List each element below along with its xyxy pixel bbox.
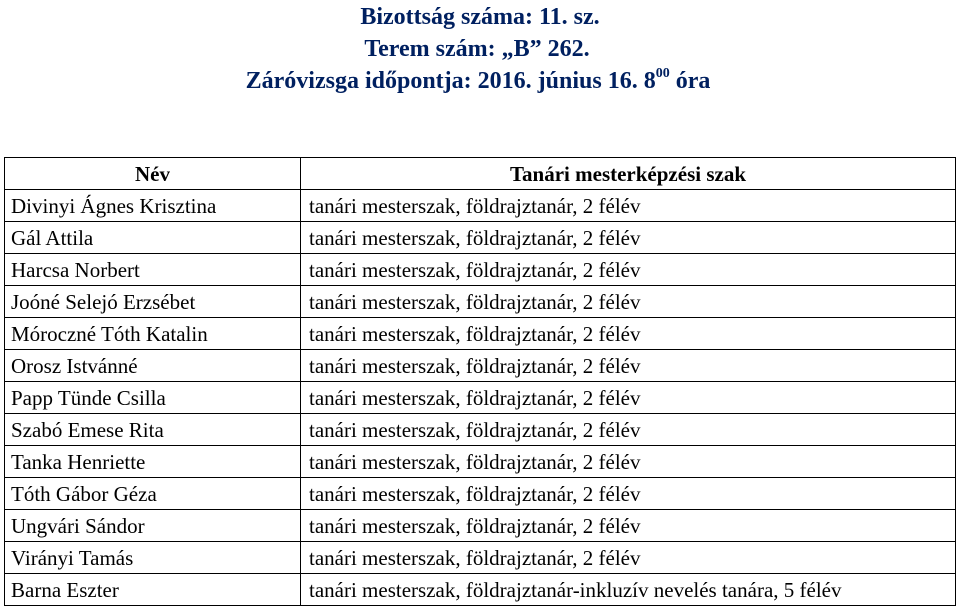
room-number: Terem szám: „B” 262. xyxy=(364,36,590,62)
table-row xyxy=(5,254,956,286)
table-row xyxy=(5,222,956,254)
student-name: Papp Tünde Csilla xyxy=(5,382,301,414)
table-row xyxy=(5,510,956,542)
student-name: Barna Eszter xyxy=(5,574,301,606)
table-row xyxy=(5,542,956,574)
student-program: tanári mesterszak, földrajztanár, 2 félév xyxy=(301,510,956,542)
student-name: Orosz Istvánné xyxy=(5,350,301,382)
student-program: tanári mesterszak, földrajztanár, 2 félév xyxy=(301,222,956,254)
exam-hour-suffix: óra xyxy=(669,68,711,94)
student-program: tanári mesterszak, földrajztanár, 2 félév xyxy=(301,446,956,478)
student-name: Harcsa Norbert xyxy=(5,254,301,286)
student-program: tanári mesterszak, földrajztanár, 2 félév xyxy=(301,542,956,574)
table-row xyxy=(5,478,956,510)
student-name: Gál Attila xyxy=(5,222,301,254)
name-column-header: Név xyxy=(5,158,301,190)
table-row xyxy=(5,574,956,606)
student-program: tanári mesterszak, földrajztanár, 2 félév xyxy=(301,382,956,414)
exam-minutes: 00 xyxy=(655,66,670,81)
exam-date: Záróvizsga időpontja: 2016. június 16. 8 xyxy=(245,68,656,94)
document-header xyxy=(0,0,960,97)
student-table xyxy=(4,157,956,606)
table-row xyxy=(5,190,956,222)
student-name: Divinyi Ágnes Krisztina xyxy=(5,190,301,222)
exam-datetime xyxy=(0,65,960,97)
student-program: tanári mesterszak, földrajztanár, 2 félév xyxy=(301,350,956,382)
program-column-header: Tanári mesterképzési szak xyxy=(301,158,956,190)
student-program: tanári mesterszak, földrajztanár, 2 félév xyxy=(301,254,956,286)
student-program: tanári mesterszak, földrajztanár, 2 félév xyxy=(301,286,956,318)
table-row xyxy=(5,382,956,414)
table-row xyxy=(5,446,956,478)
student-program: tanári mesterszak, földrajztanár, 2 félév xyxy=(301,318,956,350)
student-name: Joóné Selejó Erzsébet xyxy=(5,286,301,318)
table-header-row xyxy=(5,158,956,190)
student-name: Ungvári Sándor xyxy=(5,510,301,542)
table-body xyxy=(5,190,956,606)
student-program: tanári mesterszak, földrajztanár, 2 félév xyxy=(301,414,956,446)
student-program: tanári mesterszak, földrajztanár, 2 félév xyxy=(301,190,956,222)
student-name: Tanka Henriette xyxy=(5,446,301,478)
student-program: tanári mesterszak, földrajztanár, 2 félév xyxy=(301,478,956,510)
student-program: tanári mesterszak, földrajztanár-inkluzív nevelés tanára, 5 félév xyxy=(301,574,956,606)
student-name: Virányi Tamás xyxy=(5,542,301,574)
student-name: Móroczné Tóth Katalin xyxy=(5,318,301,350)
student-name: Tóth Gábor Géza xyxy=(5,478,301,510)
table-row xyxy=(5,286,956,318)
table-row xyxy=(5,414,956,446)
committee-number: Bizottság száma: 11. sz. xyxy=(360,4,600,30)
student-name: Szabó Emese Rita xyxy=(5,414,301,446)
table-row xyxy=(5,350,956,382)
table-row xyxy=(5,318,956,350)
